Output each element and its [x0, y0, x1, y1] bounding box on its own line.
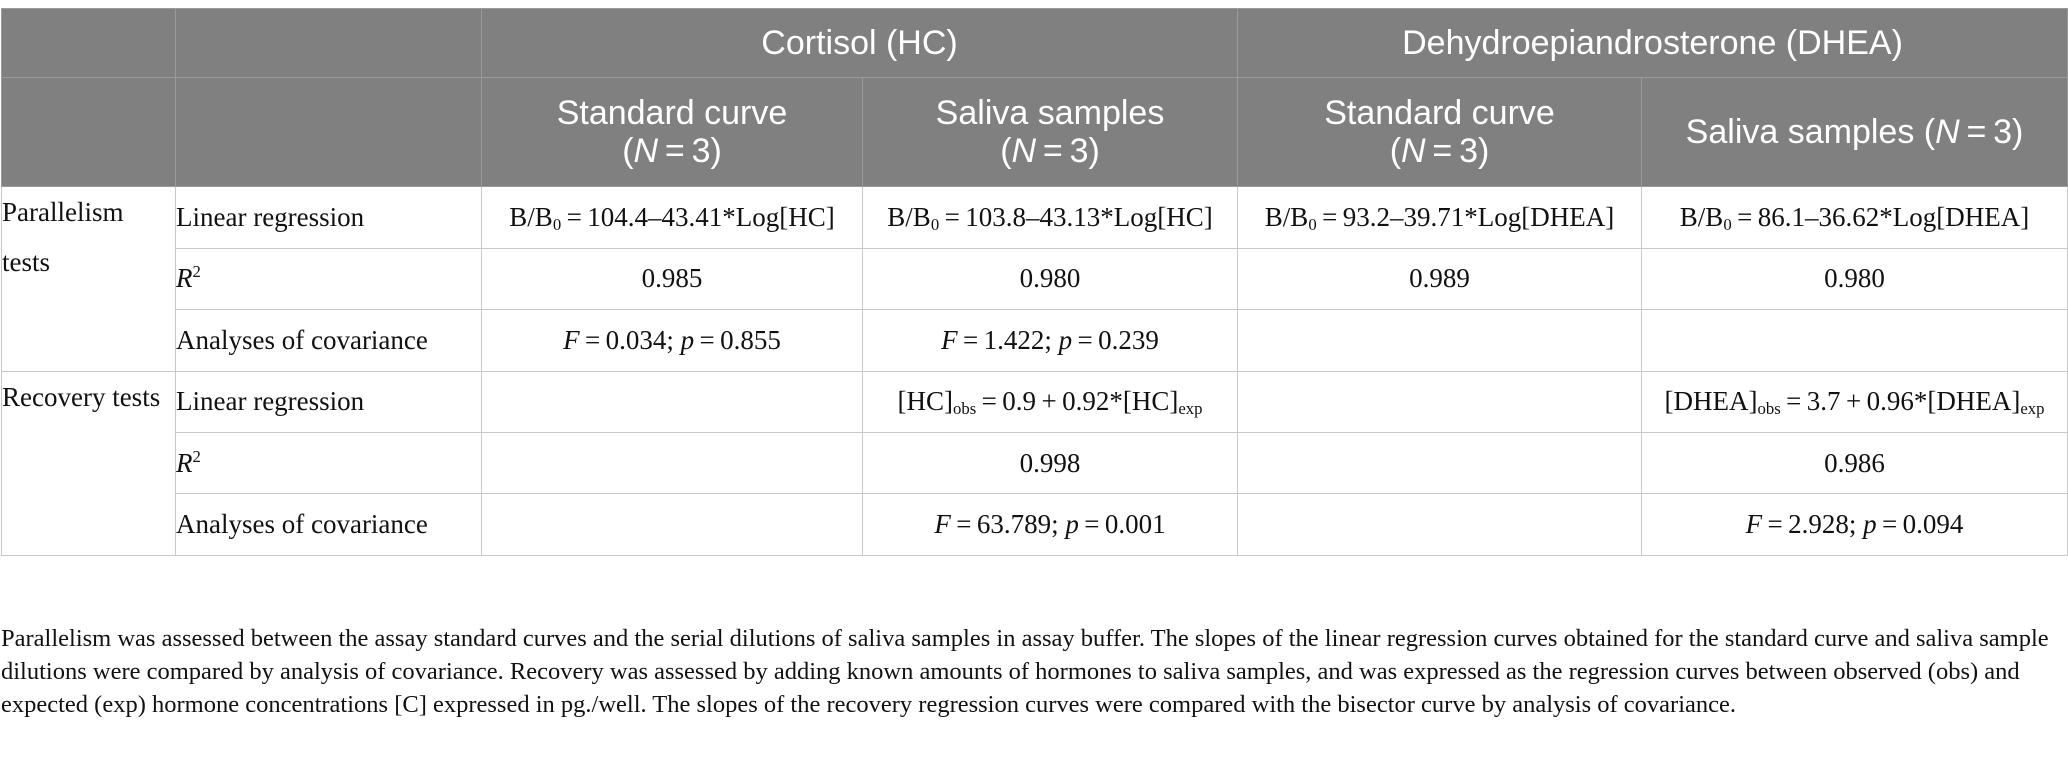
- row-label: Analyses of covariance: [176, 494, 482, 556]
- row-label-r2: $R^2$: [176, 248, 482, 309]
- cell-hc-saliva: $B/B_0 = 103.8-43.13*Log[HC]$: [863, 187, 1238, 248]
- table-row: [2, 310, 2068, 371]
- group-header-dhea: Dehydroepiandrosterone (DHEA): [1238, 9, 2068, 78]
- header-blank-2: [176, 9, 482, 78]
- header-blank-1: [2, 9, 176, 78]
- validation-table: [1, 8, 2068, 556]
- cell-dhea-standard: 0.989: [1238, 248, 1642, 309]
- subheader-label: Standard curve: [556, 93, 788, 132]
- header-row-subgroups: [2, 77, 2068, 187]
- cell-dhea-saliva: 0.986: [1642, 433, 2068, 494]
- table-row: [2, 371, 2068, 432]
- section-label-recovery: Recovery tests: [2, 371, 176, 555]
- subheader-label: Saliva samples: [935, 93, 1165, 132]
- cell-hc-saliva: F = 1.422; p = 0.239: [863, 310, 1238, 371]
- subheader-n: (N = 3): [1000, 131, 1100, 170]
- cell-dhea-standard: [1238, 494, 1642, 556]
- cell-hc-standard: [482, 371, 863, 432]
- cell-dhea-saliva: [1642, 310, 2068, 371]
- cell-dhea-standard: [1238, 433, 1642, 494]
- header-blank-4: [176, 77, 482, 187]
- subheader-n: (N = 3): [1389, 131, 1490, 170]
- cell-dhea-standard: $B/B_0$ = 93.2–39.71*Log[DHEA]: [1238, 187, 1642, 248]
- table-row: [2, 248, 2068, 309]
- subheader-label: Standard curve: [1324, 93, 1555, 132]
- cell-dhea-standard: [1238, 371, 1642, 432]
- row-label: Linear regression: [176, 371, 482, 432]
- subheader-dhea-standard: [1238, 77, 1642, 187]
- subheader-dhea-saliva: Saliva samples (N = 3): [1642, 77, 2068, 187]
- cell-hc-standard: [482, 433, 863, 494]
- table-row: [2, 187, 2068, 248]
- table-footnote: Parallelism was assessed between the assay standard curves and the serial dilutions of saliva samples in assay buffer. The slopes of the linear regression curves obtained for the standard curve and saliva sample dilutions were compared by analysis of covariance. Recovery was assessed by adding known amounts of hormones to saliva samples, and was expressed as the regression curves between observed (obs) and expected (exp) hormone concentrations [C] expressed in pg./well. The slopes of the recovery regression curves were compared with the bisector curve by analysis of covariance.: [1, 625, 2049, 718]
- cell-dhea-saliva: $B/B_0$ = 86.1–36.62*Log[DHEA]: [1642, 187, 2068, 248]
- section-label-parallelism: Parallelism tests: [2, 187, 176, 371]
- table-row: [2, 433, 2068, 494]
- cell-hc-saliva: F = 63.789; p = 0.001: [863, 494, 1238, 556]
- cell-dhea-saliva: 0.980: [1642, 248, 2068, 309]
- row-label: Linear regression: [176, 187, 482, 248]
- row-label: Analyses of covariance: [176, 310, 482, 371]
- subheader-hc-saliva: [863, 77, 1238, 187]
- row-label-r2: $R^2$: [176, 433, 482, 494]
- cell-hc-standard: [482, 494, 863, 556]
- cell-dhea-saliva: F = 2.928; p = 0.094: [1642, 494, 2068, 556]
- header-row-groups: [2, 9, 2068, 78]
- cell-hc-saliva: $[HC]_{obs} = 0.9 + 0.92*[HC]_{exp}$: [863, 371, 1238, 432]
- header-blank-3: [2, 77, 176, 187]
- cell-dhea-standard: [1238, 310, 1642, 371]
- table-row: [2, 494, 2068, 556]
- subheader-n: (N = 3): [622, 131, 722, 170]
- cell-hc-saliva: 0.980: [863, 248, 1238, 309]
- cell-dhea-saliva: $[DHEA]_{obs} = 3.7$ + $0.96*[DHEA]_{exp}$: [1642, 371, 2068, 432]
- group-header-cortisol: Cortisol (HC): [482, 9, 1238, 78]
- cell-hc-saliva: 0.998: [863, 433, 1238, 494]
- subheader-hc-standard: [482, 77, 863, 187]
- cell-hc-standard: 0.985: [482, 248, 863, 309]
- cell-hc-standard: $B/B_0 = 104.4-43.41*Log[HC]$: [482, 187, 863, 248]
- cell-hc-standard: F = 0.034; p = 0.855: [482, 310, 863, 371]
